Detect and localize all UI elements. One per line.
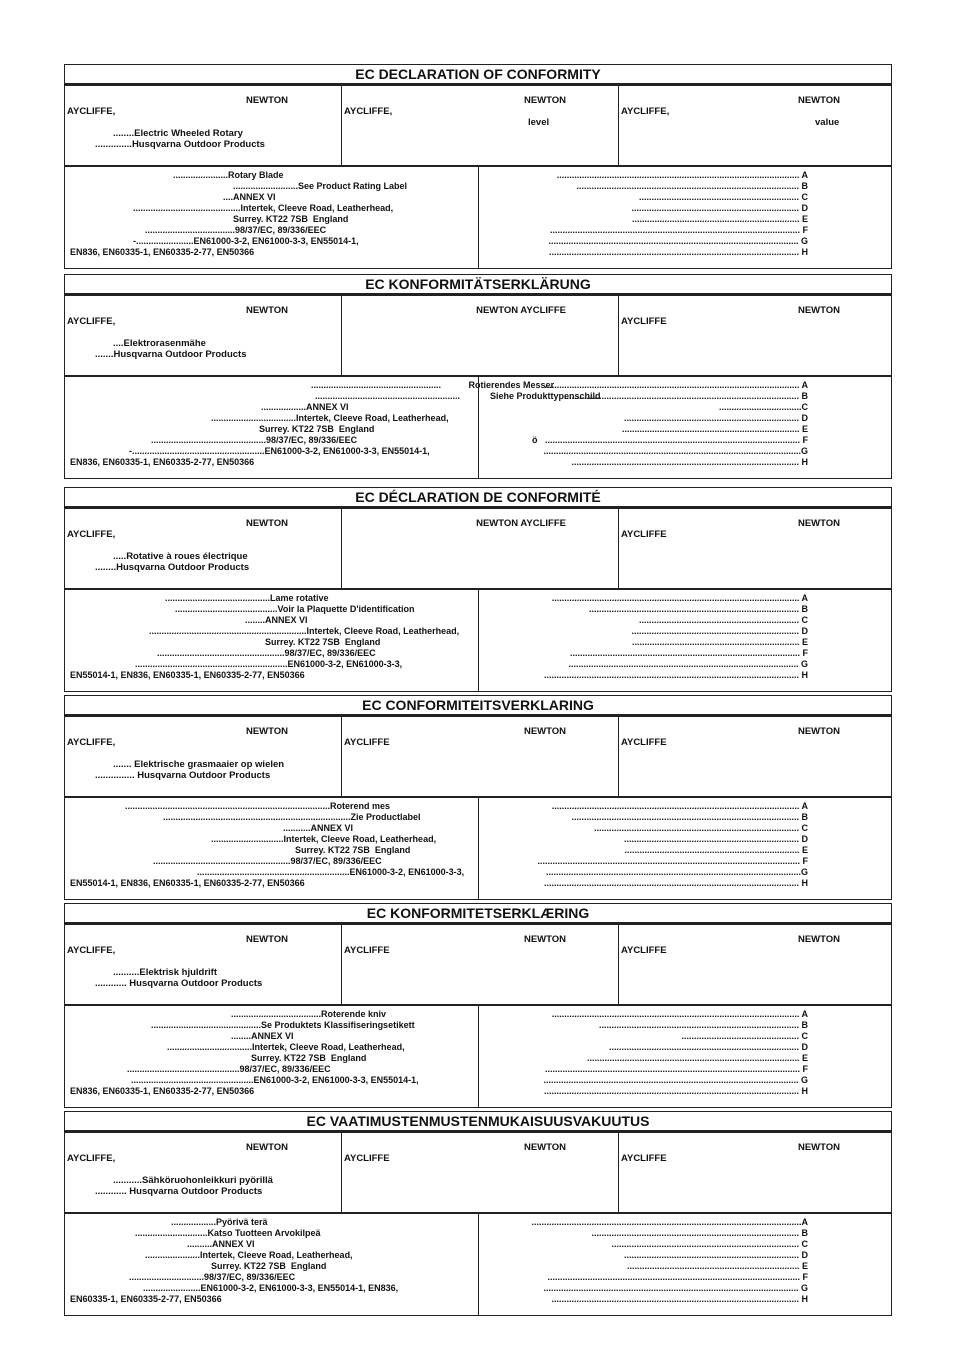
detail-line: .............................................98/37/EC, 89/336/EEC [127, 1064, 331, 1074]
town-name: NEWTON [523, 95, 566, 106]
detail-line: ...............................................................Intertek, Cleeve Road, Leatherhead, [149, 626, 460, 636]
town-name-part: AYCLIFFE, [344, 106, 393, 117]
declaration-section [64, 487, 892, 693]
section-title: EC DECLARATION OF CONFORMITY [64, 64, 892, 84]
town-name-part: AYCLIFFE, [67, 737, 116, 748]
town-name: NEWTON AYCLIFFE [476, 518, 566, 529]
details-right [478, 1214, 892, 1315]
dotted-field-line: ................................................................ C [638, 192, 808, 202]
column-note: level [528, 117, 550, 128]
details-left [65, 798, 477, 899]
detail-line: .........................................Voir la Plaquette D'identification [175, 604, 415, 614]
address-column [65, 296, 340, 376]
address-column [618, 717, 892, 797]
details-right [478, 798, 892, 899]
dotted-field-line: ................................................................ C [638, 615, 808, 625]
details-left [65, 590, 477, 691]
detail-line: ..................................Intertek, Cleeve Road, Leatherhead, [167, 1042, 405, 1052]
detail-line: .............................Intertek, Cleeve Road, Leatherhead, [211, 834, 437, 844]
town-name: NEWTON [797, 726, 840, 737]
product-line: ........Electric Wheeled Rotary [113, 128, 243, 139]
dotted-field-line: ...................................................................................................... A [544, 380, 808, 390]
town-name: NEWTON [797, 518, 840, 529]
product-line: ....... Elektrische grasmaaier op wielen [113, 759, 285, 770]
address-column [618, 509, 892, 589]
dotted-field-line: ........................................................................................... H [571, 457, 808, 467]
details-left [65, 167, 477, 268]
detail-line: Surrey. KT22 7SB England [295, 845, 411, 855]
town-name-part: AYCLIFFE, [67, 316, 116, 327]
dotted-field-line: ................................................................................................... A [551, 801, 808, 811]
product-line: ..........Elektrisk hjuldrift [113, 967, 217, 978]
detail-line: Surrey. KT22 7SB England [251, 1053, 367, 1063]
detail-line: ...........ANNEX VI [283, 823, 354, 833]
detail-line: Surrey. KT22 7SB England [259, 424, 375, 434]
town-name-part: AYCLIFFE [344, 1153, 390, 1164]
town-name: NEWTON [245, 95, 288, 106]
dotted-field-line: ........................................................................................... B [571, 812, 808, 822]
dotted-field-line: ...................................................................................................... G [543, 1075, 808, 1085]
town-name: NEWTON [523, 1142, 566, 1153]
address-column [618, 1133, 892, 1213]
address-column [341, 1133, 618, 1213]
town-name: NEWTON [797, 1142, 840, 1153]
dotted-field-line: ......................................................................................................G [545, 867, 808, 877]
detail-line: .................................................... Rotierendes Messer [311, 380, 555, 390]
dotted-field-line: .................................................................................................... F [549, 225, 808, 235]
detail-line: ....ANNEX VI [223, 192, 276, 202]
details-row [64, 1212, 892, 1316]
manufacturer-line: .......Husqvarna Outdoor Products [95, 349, 247, 360]
manufacturer-line: ..............Husqvarna Outdoor Products [95, 139, 265, 150]
dotted-field-line: .................................C [718, 402, 808, 412]
detail-line: ..............................98/37/EC, 89/336/EEC [129, 1272, 296, 1282]
town-name: NEWTON [797, 95, 840, 106]
dotted-field-line: ................................................................................................... A [551, 593, 808, 603]
address-column [618, 296, 892, 376]
detail-line: .......................EN61000-3-2, EN61000-3-3, EN55014-1, EN836, [143, 1283, 399, 1293]
town-name: NEWTON [797, 934, 840, 945]
town-name-part: AYCLIFFE [621, 1153, 667, 1164]
detail-line: ......................Intertek, Cleeve Road, Leatherhead, [145, 1250, 353, 1260]
dotted-field-line: ....................................................................... E [621, 424, 808, 434]
town-name-part: AYCLIFFE, [621, 106, 670, 117]
town-name: NEWTON [245, 1142, 288, 1153]
details-left [65, 377, 601, 478]
dotted-field-line: ..................................................................... E [626, 1261, 808, 1271]
manufacturer-line: ........Husqvarna Outdoor Products [95, 562, 250, 573]
town-name: NEWTON [245, 934, 288, 945]
address-row [64, 1131, 892, 1214]
detail-line: ..........................See Product Rating Label [233, 181, 408, 191]
manufacturer-line: ............ Husqvarna Outdoor Products [95, 1186, 263, 1197]
dotted-field-line: ................................................................... E [631, 637, 808, 647]
detail-line: EN55014-1, EN836, EN60335-1, EN60335-2-77, EN50366 [70, 670, 305, 680]
declaration-section [64, 903, 892, 1109]
town-name-part: AYCLIFFE [344, 945, 390, 956]
product-line: .....Rotative à roues électrique [113, 551, 248, 562]
town-name-part: AYCLIFFE [621, 316, 667, 327]
town-name-part: AYCLIFFE [621, 945, 667, 956]
dotted-field-line: ...................................................................... D [623, 413, 808, 423]
detail-line: ........ANNEX VI [231, 1031, 294, 1041]
town-name: NEWTON [523, 934, 566, 945]
town-name-part: AYCLIFFE [344, 737, 390, 748]
address-row [64, 507, 892, 590]
dotted-field-line: ................................................................................ B [598, 1020, 808, 1030]
address-row [64, 715, 892, 798]
detail-line: ..................ANNEX VI [261, 402, 349, 412]
dotted-field-line: ..................................................................................................... F [547, 1272, 808, 1282]
address-column [341, 717, 618, 797]
detail-line: Surrey. KT22 7SB England [265, 637, 381, 647]
town-name-part: AYCLIFFE [621, 529, 667, 540]
dotted-field-line: ...................................................................................................... H [543, 670, 808, 680]
address-column [65, 717, 340, 797]
detail-line: EN836, EN60335-1, EN60335-2-77, EN50366 [70, 247, 255, 257]
town-name-part: AYCLIFFE [621, 737, 667, 748]
dotted-field-line: ö ...................................................................................................... F [531, 435, 808, 445]
detail-line: ........ANNEX VI [245, 615, 308, 625]
dotted-field-line: .................................................................................................... H [548, 247, 808, 257]
section-title: EC CONFORMITEITSVERKLARING [64, 695, 892, 715]
dotted-field-line: ................................................................................... B [591, 1228, 808, 1238]
declaration-section [64, 695, 892, 901]
dotted-field-line: .................................................................................... B [588, 604, 808, 614]
dotted-field-line: ...................................................................... D [623, 834, 808, 844]
dotted-field-line: ................................................................... E [631, 214, 808, 224]
dotted-field-line: ................................................................................................... A [551, 1009, 808, 1019]
detail-line: .......................................................... Siehe Produkttypenschild [315, 391, 601, 401]
dotted-field-line: ............................................................................................ F [569, 648, 808, 658]
details-right [478, 1006, 892, 1107]
section-title: EC KONFORMITÄTSERKLÄRUNG [64, 274, 892, 294]
details-right [478, 377, 892, 478]
address-column [618, 86, 892, 166]
detail-line: -.....................................................EN61000-3-2, EN61000-3-3, EN55014-1, [129, 446, 430, 456]
details-row [64, 165, 892, 269]
address-column [341, 86, 618, 166]
detail-line: ............................................Se Produktets Klassifiseringsetikett [151, 1020, 415, 1030]
address-column [618, 925, 892, 1005]
detail-line: .................................................EN61000-3-2, EN61000-3-3, EN55014-1, [131, 1075, 419, 1085]
address-column [65, 86, 340, 166]
detail-line: .......................................................98/37/EC, 89/336/EEC [153, 856, 382, 866]
dotted-field-line: .................................................................................................... G [548, 236, 808, 246]
detail-line: .............................Katso Tuotteen Arvokilpeä [135, 1228, 321, 1238]
address-column [65, 925, 340, 1005]
dotted-field-line: .......................................................................................................G [543, 446, 808, 456]
town-name-part: AYCLIFFE, [67, 529, 116, 540]
detail-line: EN60335-1, EN60335-2-77, EN50366 [70, 1294, 222, 1304]
dotted-field-line: ............................................... C [681, 1031, 808, 1041]
address-row [64, 923, 892, 1006]
detail-line: ..........ANNEX VI [187, 1239, 255, 1249]
address-row [64, 84, 892, 167]
details-row [64, 1004, 892, 1108]
detail-line: ...........................................................................Zie Productlabel [163, 812, 421, 822]
detail-line: ..................................................................................Roterend mes [125, 801, 391, 811]
dotted-field-line: ...................................................................................................... G [543, 1283, 808, 1293]
details-right [478, 167, 892, 268]
detail-line: .............................................................EN61000-3-2, EN61000-3-3, [135, 659, 403, 669]
dotted-field-line: ................................................................... D [631, 203, 808, 213]
detail-line: ..................................Intertek, Cleeve Road, Leatherhead, [211, 413, 449, 423]
town-name: NEWTON AYCLIFFE [476, 305, 566, 316]
town-name: NEWTON [245, 726, 288, 737]
address-column [341, 925, 618, 1005]
town-name: NEWTON [245, 518, 288, 529]
section-title: EC DÉCLARATION DE CONFORMITÉ [64, 487, 892, 507]
detail-line: EN836, EN60335-1, EN60335-2-77, EN50366 [70, 457, 255, 467]
section-title: EC KONFORMITETSERKLÆRING [64, 903, 892, 923]
detail-line: Surrey. KT22 7SB England [233, 214, 349, 224]
detail-line: ...........................................Intertek, Cleeve Road, Leatherhead, [133, 203, 394, 213]
address-column [341, 509, 618, 589]
details-row [64, 796, 892, 900]
column-note: value [815, 117, 840, 128]
address-column [65, 1133, 340, 1213]
town-name: NEWTON [523, 726, 566, 737]
dotted-field-line: ................................................................................................... H [551, 1294, 808, 1304]
dotted-field-line: ...................................................................................................... H [543, 878, 808, 888]
town-name-part: AYCLIFFE, [67, 1153, 116, 1164]
details-right [478, 590, 892, 691]
address-column [65, 509, 340, 589]
detail-line: -.......................EN61000-3-2, EN61000-3-3, EN55014-1, [133, 236, 359, 246]
dotted-field-line: ............................................................................ D [608, 1042, 808, 1052]
product-line: ....Elektrorasenmähe [113, 338, 206, 349]
detail-line: ...................................................98/37/EC, 89/336/EEC [157, 648, 376, 658]
detail-line: ......................Rotary Blade [173, 170, 284, 180]
address-column [341, 296, 618, 376]
declaration-section [64, 1111, 892, 1317]
dotted-field-line: ........................................................................... C [611, 1239, 808, 1249]
dotted-field-line: ............................................................................................ G [568, 659, 808, 669]
manufacturer-line: ............... Husqvarna Outdoor Products [95, 770, 271, 781]
dotted-field-line: ............................................................................................................A [531, 1217, 808, 1227]
detail-line: ....................................Roterende kniv [231, 1009, 387, 1019]
dotted-field-line: ......................................................................................................... F [537, 856, 808, 866]
details-row [64, 375, 892, 479]
town-name: NEWTON [797, 305, 840, 316]
detail-line: ....................................98/37/EC, 89/336/EEC [145, 225, 327, 235]
detail-line: EN55014-1, EN836, EN60335-1, EN60335-2-77, EN50366 [70, 878, 305, 888]
town-name-part: AYCLIFFE, [67, 945, 116, 956]
town-name: NEWTON [245, 305, 288, 316]
manufacturer-line: ............ Husqvarna Outdoor Products [95, 978, 263, 989]
declaration-section [64, 64, 892, 270]
details-left [65, 1006, 477, 1107]
dotted-field-line: ...................................................................................................... H [543, 1086, 808, 1096]
dotted-field-line: ..................................................................................... E [586, 1053, 808, 1063]
dotted-field-line: ...................................................................................................... F [544, 1064, 808, 1074]
dotted-field-line: .................................................................................. C [593, 823, 808, 833]
detail-line: Surrey. KT22 7SB England [211, 1261, 327, 1271]
dotted-field-line: ................................................................................................. A [556, 170, 808, 180]
address-row [64, 294, 892, 377]
detail-line: ..............................................98/37/EC, 89/336/EEC [151, 435, 358, 445]
detail-line: ..........................................Lame rotative [165, 593, 329, 603]
section-title: EC VAATIMUSTENMUSTENMUKAISUUSVAKUUTUS [64, 1111, 892, 1131]
details-row [64, 588, 892, 692]
declaration-section [64, 274, 892, 480]
town-name-part: AYCLIFFE, [67, 106, 116, 117]
detail-line: .............................................................EN61000-3-2, EN61000-3-3, [197, 867, 465, 877]
detail-line: ..................Pyörivä terä [171, 1217, 268, 1227]
dotted-field-line: ......................................................................................... B [576, 181, 808, 191]
details-left [65, 1214, 477, 1315]
dotted-field-line: ...................................................................... E [624, 845, 808, 855]
detail-line: EN836, EN60335-1, EN60335-2-77, EN50366 [70, 1086, 255, 1096]
dotted-field-line: ...................................................................... D [623, 1250, 808, 1260]
dotted-field-line: ................................................................... D [631, 626, 808, 636]
product-line: ...........Sähköruohonleikkuri pyörillä [113, 1175, 273, 1186]
dotted-field-line: .............................................................................................. B [563, 391, 808, 401]
